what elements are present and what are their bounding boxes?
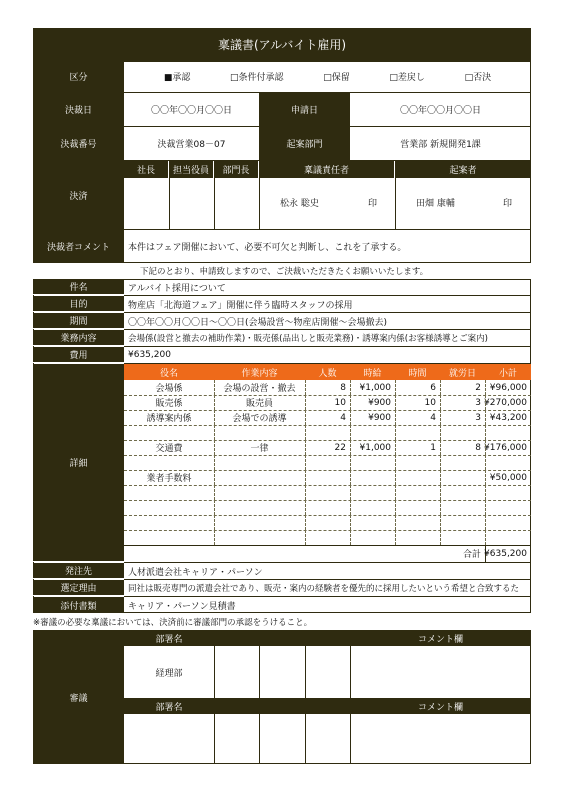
- detail-cell: [350, 485, 395, 500]
- review-comment-header-2: コメント欄: [350, 698, 531, 714]
- detail-cell: [124, 485, 214, 500]
- detail-cell: [440, 425, 485, 440]
- subject-value: アルバイト採用について: [128, 283, 226, 294]
- detail-total-label: 合計: [462, 550, 481, 560]
- detail-cell: ¥900: [368, 412, 391, 423]
- classification-options: [124, 61, 531, 92]
- detail-cell: [440, 470, 485, 485]
- detail-cell: [350, 515, 395, 530]
- detail-cell: [440, 500, 485, 515]
- detail-cell: [485, 425, 531, 440]
- purpose-label: 目的: [33, 296, 124, 312]
- period-value: 〇〇年〇〇月〇〇日～〇〇日(会場設営～物産店開催～会場撤去): [128, 317, 388, 328]
- detail-cell: [305, 470, 350, 485]
- detail-cell: 6: [430, 382, 436, 393]
- originator-name: 田畑 康輔: [416, 198, 455, 209]
- detail-cell: 8: [475, 442, 481, 453]
- detail-cell: [485, 500, 531, 515]
- option-reject[interactable]: □否決: [464, 73, 492, 83]
- detail-cell: 誘導案内係: [146, 414, 192, 424]
- responsible-seal[interactable]: 印: [368, 198, 378, 209]
- review-note: ※審議の必要な稟議においては、決済前に審議部門の承認をうけること。: [33, 618, 313, 628]
- detail-cell: [395, 515, 440, 530]
- cost-label: 費用: [33, 347, 124, 363]
- detail-cell: 3: [475, 397, 481, 408]
- detail-cell: [395, 425, 440, 440]
- detail-cell: [305, 455, 350, 470]
- cost-value: ¥635,200: [128, 350, 171, 360]
- detail-cell: 22: [334, 442, 346, 453]
- detail-cell: ¥50,000: [489, 472, 527, 483]
- detail-cell: [395, 455, 440, 470]
- detail-cell: [485, 530, 531, 545]
- detail-cell: [214, 485, 305, 500]
- responsible-header: 稟議責任者: [259, 161, 395, 178]
- review-dept-1: 経理部: [155, 668, 183, 679]
- detail-cell: [214, 455, 305, 470]
- detail-cell: [350, 425, 395, 440]
- detail-cell: [305, 515, 350, 530]
- subject-label: 件名: [33, 279, 124, 295]
- option-hold[interactable]: □保留: [323, 73, 350, 83]
- detail-cell: ¥1,000: [359, 382, 391, 393]
- detail-cell: 販売係: [155, 399, 183, 409]
- role-president: 社長: [124, 161, 169, 178]
- detail-cell: 1: [430, 442, 436, 453]
- detail-cell: [440, 515, 485, 530]
- application-date-value: 〇〇年〇〇月〇〇日: [399, 106, 481, 116]
- detail-cell: [124, 425, 214, 440]
- detail-header-days: 就労日: [440, 364, 485, 380]
- request-text: 下記のとおり、申請致しますので、ご決裁いただきたくお願いいたします。: [140, 267, 429, 277]
- detail-cell: [485, 515, 531, 530]
- review-stamp-header-2a: [214, 698, 350, 714]
- attachment-label: 添付書類: [33, 597, 124, 613]
- decision-number-label: 決裁番号: [33, 127, 124, 160]
- detail-cell: [124, 530, 214, 545]
- role-officer: 担当役員: [169, 161, 214, 178]
- originator-seal[interactable]: 印: [503, 198, 513, 209]
- review-comment-header-1: コメント欄: [350, 630, 531, 646]
- detail-cell: [395, 485, 440, 500]
- detail-cell: [214, 515, 305, 530]
- detail-cell: [350, 470, 395, 485]
- detail-cell: [350, 455, 395, 470]
- detail-cell: [305, 500, 350, 515]
- role-manager: 部門長: [214, 161, 259, 178]
- detail-cell: 4: [340, 412, 346, 423]
- reason-value: 同社は販売専門の派遣会社であり、販売・案内の経験者を優先的に採用したいという希望と合致するた: [128, 584, 520, 594]
- decision-number-value: 決裁営業08－07: [157, 140, 226, 150]
- detail-cell: 業者手数料: [146, 474, 192, 484]
- work-value: 会場係(設営と撤去の補助作業)・販売係(品出しと販売業務)・誘導案内係(お客様誘導とご案内): [128, 334, 488, 344]
- detail-cell: ¥96,000: [489, 382, 527, 393]
- detail-cell: [214, 425, 305, 440]
- detail-cell: [395, 500, 440, 515]
- detail-total-value: ¥635,200: [484, 548, 527, 559]
- detail-cell: ¥900: [368, 397, 391, 408]
- detail-cell: 3: [475, 412, 481, 423]
- document-title: 稟議書(アルバイト雇用): [33, 28, 531, 61]
- classification-label: 区分: [33, 61, 124, 92]
- period-label: 期間: [33, 313, 124, 329]
- decider-comment-value: 本件はフェア開催において、必要不可欠と判断し、これを了承する。: [128, 243, 407, 253]
- review-dept-header-1: 部署名: [124, 630, 214, 646]
- detail-header-role: 役名: [124, 364, 214, 380]
- review-dept-header-2: 部署名: [124, 698, 214, 714]
- detail-cell: [124, 455, 214, 470]
- option-approve[interactable]: ■承認: [163, 73, 191, 83]
- detail-cell: 会場係: [155, 384, 183, 394]
- detail-cell: 一律: [250, 444, 269, 454]
- detail-cell: [485, 455, 531, 470]
- detail-cell: [440, 485, 485, 500]
- decider-comment-label: 決裁者コメント: [33, 230, 124, 263]
- option-return[interactable]: □差戻し: [389, 73, 425, 83]
- detail-cell: [214, 500, 305, 515]
- detail-cell: [305, 485, 350, 500]
- detail-cell: [350, 530, 395, 545]
- responsible-name: 松永 聡史: [280, 198, 319, 209]
- detail-cell: 8: [340, 382, 346, 393]
- detail-cell: [214, 470, 305, 485]
- detail-cell: [305, 425, 350, 440]
- originator-header: 起案者: [395, 161, 531, 178]
- detail-header-subtotal: 小計: [485, 364, 531, 380]
- option-conditional[interactable]: □条件付承認: [230, 73, 284, 83]
- detail-header-people: 人数: [305, 364, 350, 380]
- detail-cell: 交通費: [155, 444, 183, 454]
- detail-cell: 販売員: [245, 399, 273, 409]
- approval-label: 決済: [33, 161, 124, 229]
- detail-cell: [395, 530, 440, 545]
- detail-header-hours: 時間: [395, 364, 440, 380]
- detail-cell: [485, 485, 531, 500]
- work-label: 業務内容: [33, 330, 124, 346]
- detail-cell: 2: [475, 382, 481, 393]
- origin-dept-label: 起案部門: [259, 127, 350, 160]
- detail-cell: ¥1,000: [359, 442, 391, 453]
- detail-cell: [395, 470, 440, 485]
- detail-header-wage: 時給: [350, 364, 395, 380]
- review-label: 審議: [33, 630, 124, 764]
- detail-cell: ¥43,200: [489, 412, 527, 423]
- detail-cell: 会場での誘導: [232, 414, 287, 424]
- detail-cell: ¥176,000: [484, 442, 527, 453]
- review-stamp-header-1a: [214, 630, 350, 646]
- reason-label: 選定理由: [33, 580, 124, 596]
- detail-cell: 10: [334, 397, 346, 408]
- detail-cell: 4: [430, 412, 436, 423]
- detail-cell: [440, 455, 485, 470]
- detail-cell: [350, 500, 395, 515]
- application-date-label: 申請日: [259, 93, 350, 126]
- decision-date-value: 〇〇年〇〇月〇〇日: [150, 106, 232, 116]
- detail-cell: 会場の設営・撤去: [223, 384, 296, 394]
- detail-cell: [214, 530, 305, 545]
- detail-cell: ¥270,000: [484, 397, 527, 408]
- detail-cell: 10: [424, 397, 436, 408]
- attachment-value: キャリア・パーソン見積書: [128, 601, 236, 612]
- detail-cell: [305, 530, 350, 545]
- vendor-value: 人材派遣会社キャリア・パーソン: [128, 567, 263, 578]
- origin-dept-value: 営業部 新規開発1課: [400, 140, 481, 150]
- detail-header-task: 作業内容: [214, 364, 305, 380]
- detail-cell: [124, 515, 214, 530]
- detail-label: 詳細: [33, 364, 124, 562]
- vendor-label: 発注先: [33, 563, 124, 579]
- detail-cell: [124, 500, 214, 515]
- purpose-value: 物産店「北海道フェア」開催に伴う臨時スタッフの採用: [128, 300, 353, 311]
- decision-date-label: 決裁日: [33, 93, 124, 126]
- detail-cell: [440, 530, 485, 545]
